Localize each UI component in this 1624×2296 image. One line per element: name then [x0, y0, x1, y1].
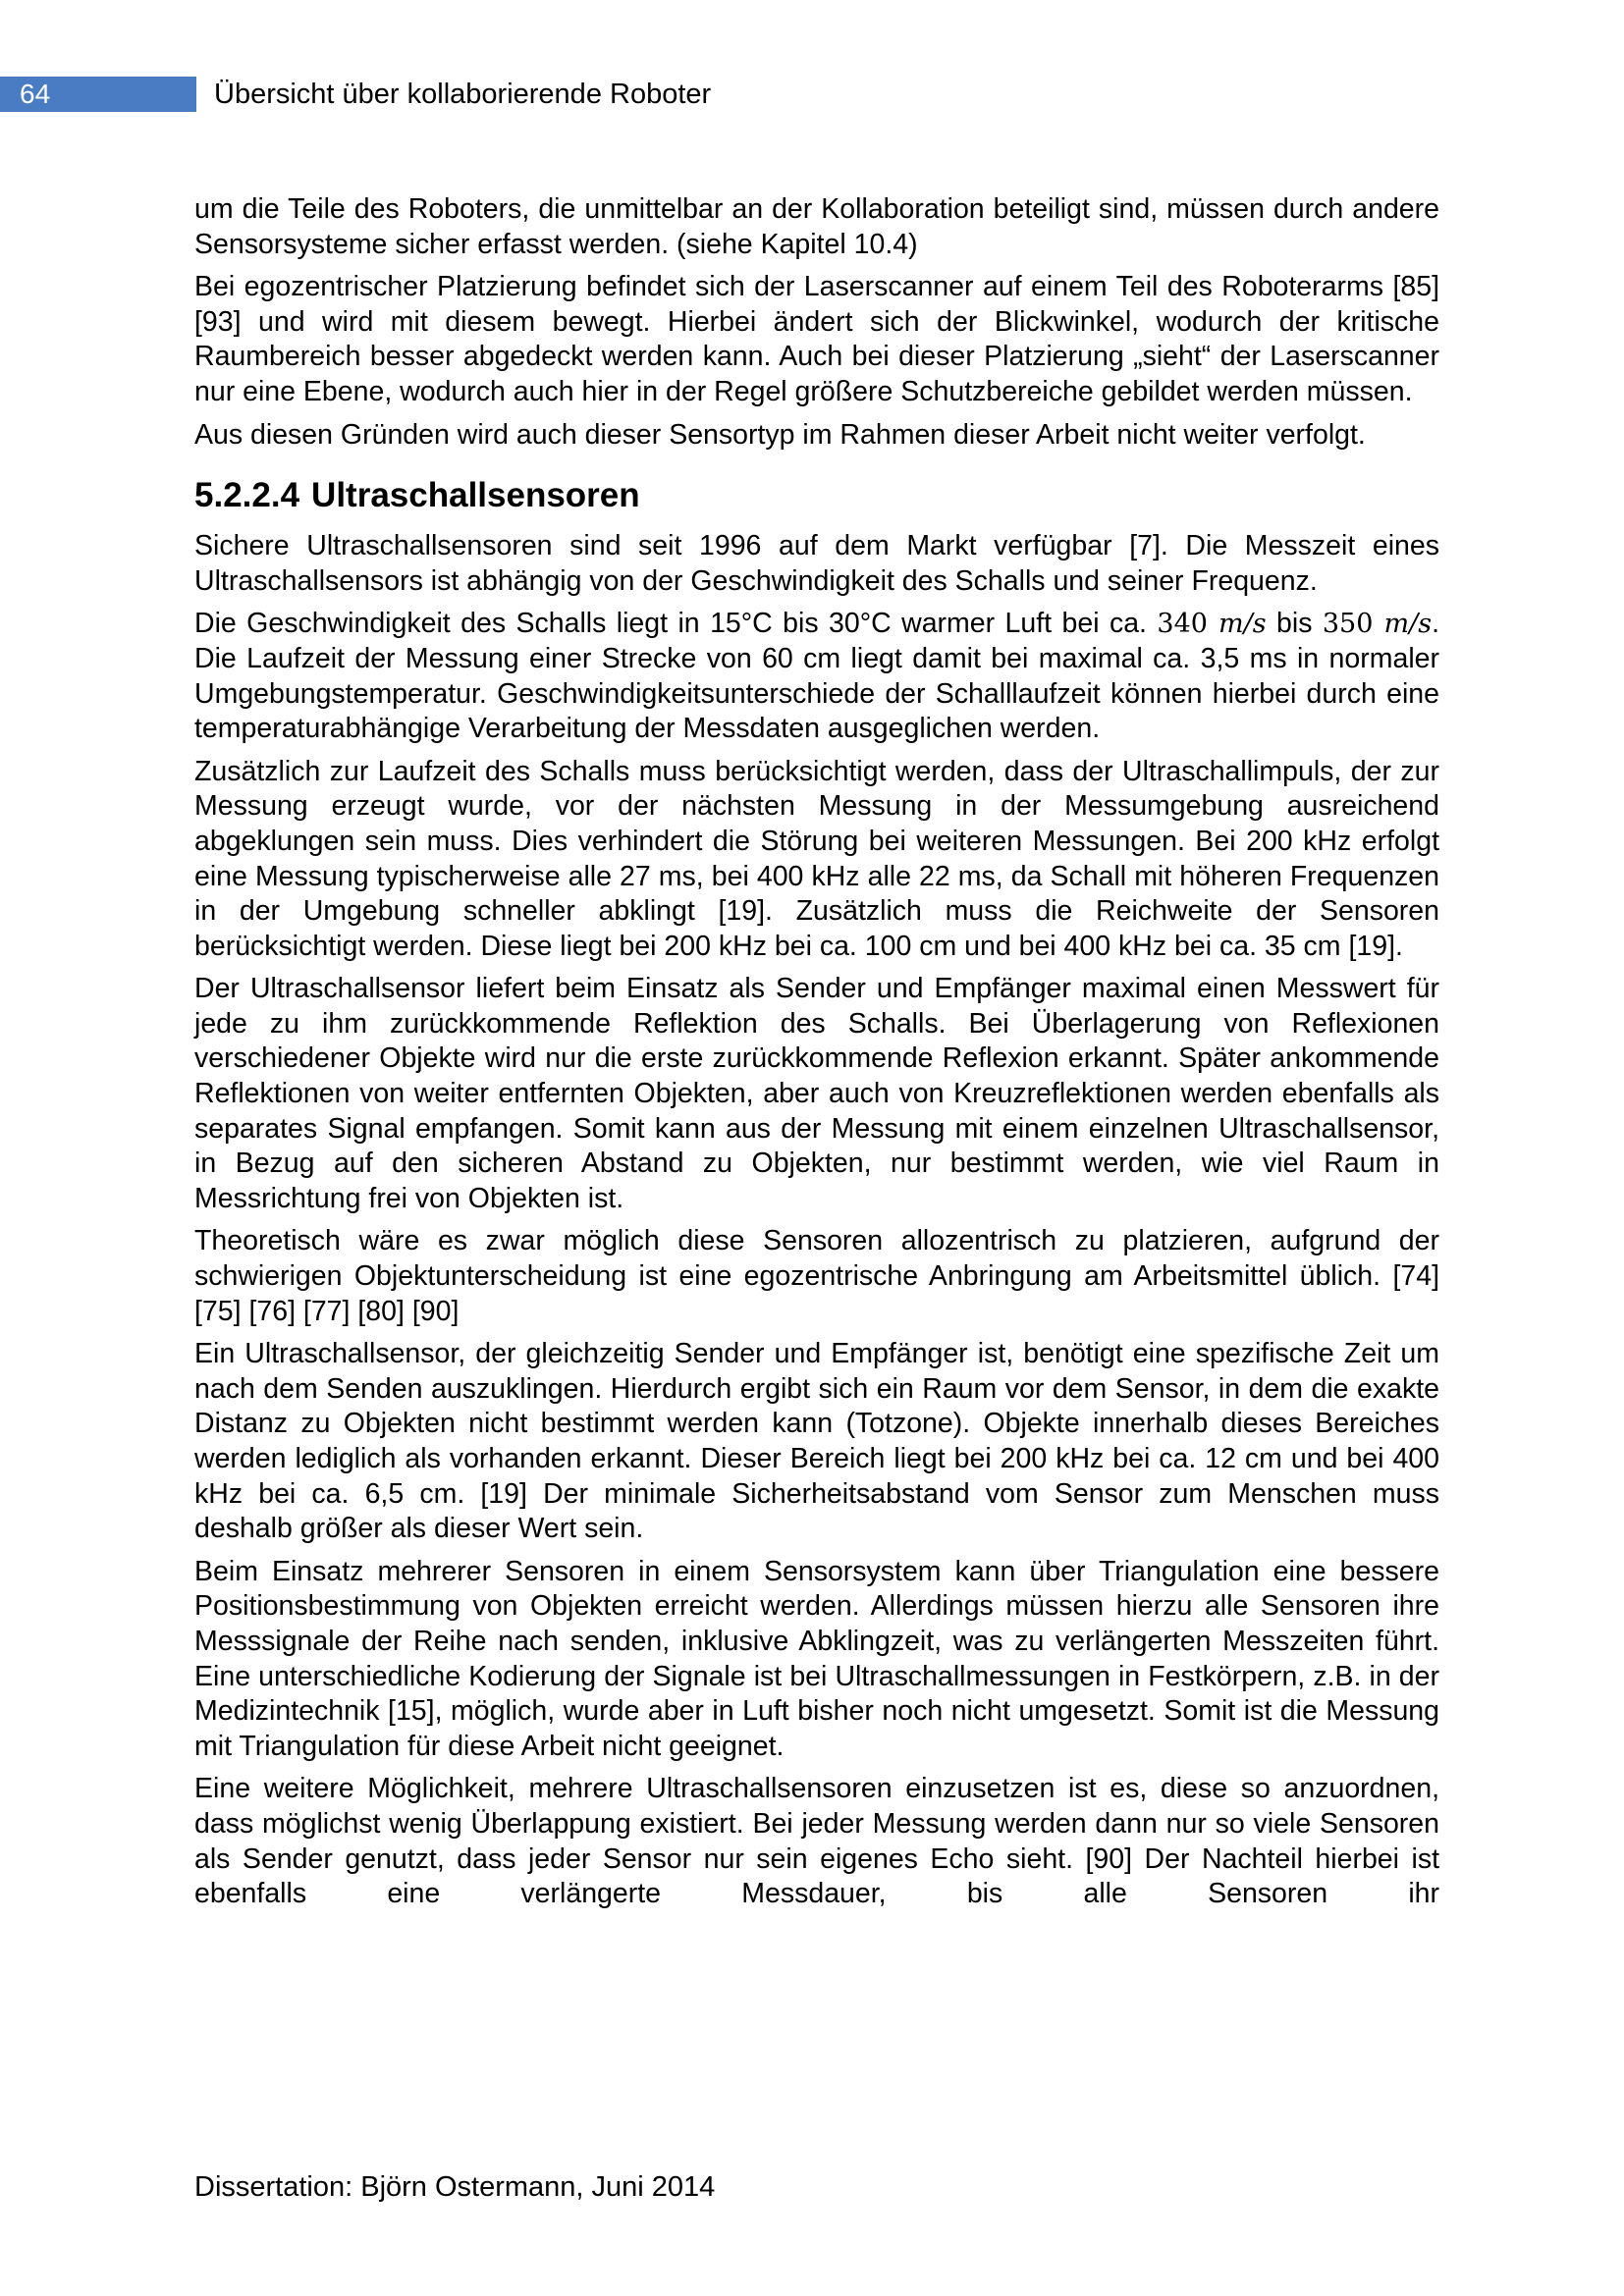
section-heading [194, 474, 1439, 517]
text: . Die Laufzeit der Messung einer Strecke von 60 cm liegt damit bei maximal ca. 3,5 ms in normaler Umgebungstemperatur. Geschwindigkeitsunterschiede der Schalllaufzeit können hierbei durch eine temperaturabhängige Verarbeitung der Messdaten ausgeglichen werden. [194, 608, 1439, 745]
text: Die Geschwindigkeit des Schalls liegt in 15°C bis 30°C warmer Luft bei ca. [194, 608, 1147, 640]
math-value: 340 m/s [1157, 609, 1267, 640]
paragraph: Eine weitere Möglichkeit, mehrere Ultraschallsensoren einzusetzen ist es, diese so anzuordnen, dass möglichst wenig Überlappung existiert. Bei jeder Messung werden dann nur so viele Sensoren als Sender genutzt, dass jeder Sensor nur sein eigenes Echo sieht. [90] Der Nachteil hierbei ist ebenfalls eine verlängerte Messdauer, bis alle Sensoren ihr [194, 1773, 1439, 1910]
page-footer: Dissertation: Björn Ostermann, Juni 2014 [194, 2171, 716, 2203]
paragraph: Aus diesen Gründen wird auch dieser Sensortyp im Rahmen dieser Arbeit nicht weiter verfolgt. [194, 418, 1366, 451]
paragraph: Theoretisch wäre es zwar möglich diese Sensoren allozentrisch zu platzieren, aufgrund der schwierigen Objektunterscheidung ist eine egozentrische Anbringung am Arbeitsmittel üblich. [74] [75] [76] [77] [80] [90] [194, 1225, 1439, 1327]
page-body [194, 192, 1439, 1920]
paragraph: Der Ultraschallsensor liefert beim Einsatz als Sender und Empfänger maximal einen Messwert für jede zu ihm zurückkommende Reflektion des Schalls. Bei Überlagerung von Reflexionen verschiedener Objekte wird nur die erste zurückkommende Reflexion erkannt. Später ankommende Reflektionen von weiter entfernten Objekten, aber auch von Kreuzreflektionen werden ebenfalls als separates Signal empfangen. Somit kann aus der Messung mit einem einzelnen Ultraschallsensor, in Bezug auf den sicheren Abstand zu Objekten, nur bestimmt werden, wie viel Raum in Messrichtung frei von Objekten ist. [194, 973, 1439, 1214]
paragraph: Ein Ultraschallsensor, der gleichzeitig Sender und Empfänger ist, benötigt eine spezifische Zeit um nach dem Senden auszuklingen. Hierdurch ergibt sich ein Raum vor dem Sensor, in dem die exakte Distanz zu Objekten nicht bestimmt werden kann (Totzone). Objekte innerhalb dieses Bereiches werden lediglich als vorhanden erkannt. Dieser Bereich liegt bei 200 kHz bei ca. 12 cm und bei 400 kHz bei ca. 6,5 cm. [19] Der minimale Sicherheitsabstand vom Sensor zum Menschen muss deshalb größer als dieser Wert sein. [194, 1338, 1439, 1545]
page-number: 64 [0, 77, 196, 112]
paragraph: Bei egozentrischer Platzierung befindet sich der Laserscanner auf einem Teil des Roboterarms [85] [93] und wird mit diesem bewegt. Hierbei ändert sich der Blickwinkel, wodurch der kritische Raumbereich besser abgedeckt werden kann. Auch bei dieser Platzierung „sieht“ der Laserscanner nur eine Ebene, wodurch auch hier in der Regel größere Schutzbereiche gebildet werden müssen. [194, 271, 1439, 407]
paragraph: Zusätzlich zur Laufzeit des Schalls muss berücksichtigt werden, dass der Ultraschallimpuls, der zur Messung erzeugt wurde, vor der nächsten Messung in der Messumgebung ausreichend abgeklungen sein muss. Dies verhindert die Störung bei weiteren Messungen. Bei 200 kHz erfolgt eine Messung typischerweise alle 27 ms, bei 400 kHz alle 22 ms, da Schall mit höheren Frequenzen in der Umgebung schneller abklingt [19]. Zusätzlich muss die Reichweite der Sensoren berücksichtigt werden. Diese liegt bei 200 kHz bei ca. 100 cm und bei 400 kHz bei ca. 35 cm [19]. [194, 755, 1439, 962]
paragraph: Sichere Ultraschallsensoren sind seit 1996 auf dem Markt verfügbar [7]. Die Messzeit eines Ultraschallsensors ist abhängig von der Geschwindigkeit des Schalls und seiner Frequenz. [194, 530, 1439, 597]
section-number: 5.2.2.4 [194, 476, 300, 515]
section-title: Ultraschallsensoren [311, 476, 640, 515]
running-header: Übersicht über kollaborierende Roboter [214, 79, 712, 110]
paragraph-speed [194, 607, 1439, 746]
math-value: 350 m/s [1322, 609, 1433, 640]
text: bis [1276, 608, 1313, 640]
paragraph: Beim Einsatz mehrerer Sensoren in einem Sensorsystem kann über Triangulation eine bessere Positionsbestimmung von Objekten erreicht werden. Allerdings müssen hierzu alle Sensoren ihre Messsignale der Reihe nach senden, inklusive Abklingzeit, was zu verlängerten Messzeiten führt. Eine unterschiedliche Kodierung der Signale ist bei Ultraschallmessungen in Festkörpern, z.B. in der Medizintechnik [15], möglich, wurde aber in Luft bisher noch nicht umgesetzt. Somit ist die Messung mit Triangulation für diese Arbeit nicht geeignet. [194, 1555, 1439, 1762]
paragraph: um die Teile des Roboters, die unmittelbar an der Kollaboration beteiligt sind, müssen durch andere Sensorsysteme sicher erfasst werden. (siehe Kapitel 10.4) [194, 193, 1439, 260]
